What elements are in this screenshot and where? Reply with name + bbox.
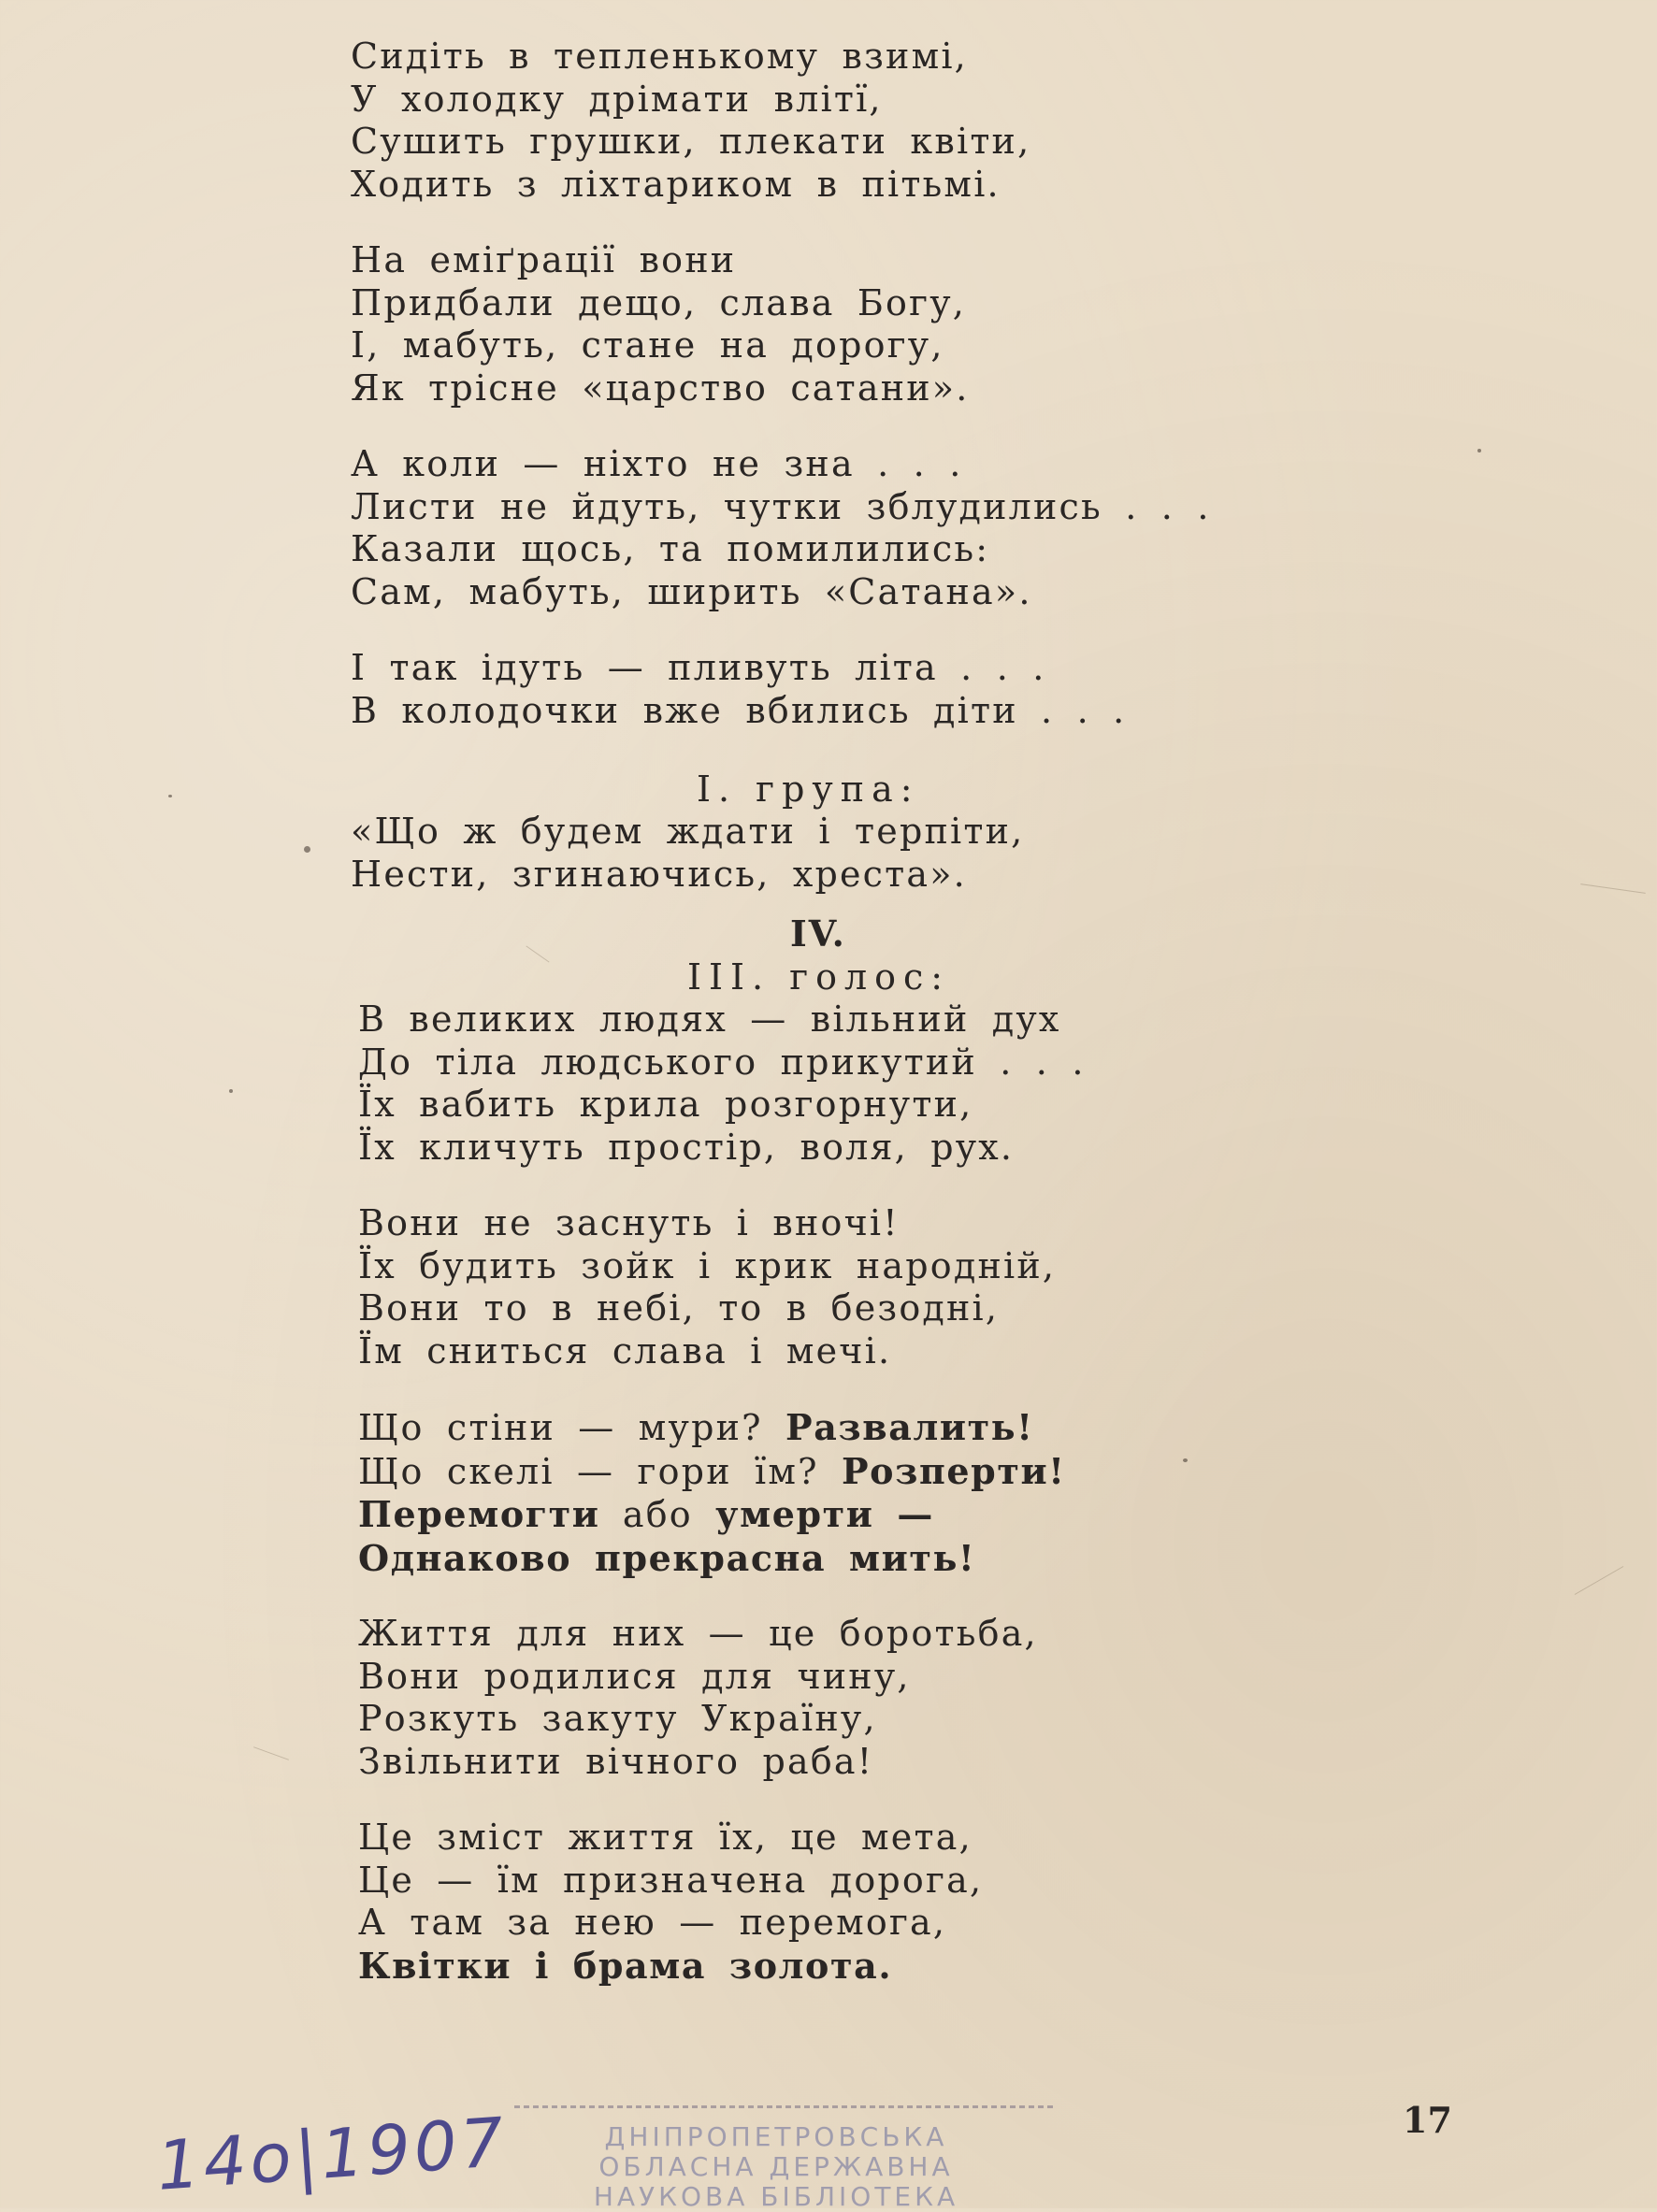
- line-text: Що стіни — мури?: [358, 1407, 786, 1448]
- poem-line: Квітки і брама золота.: [358, 1944, 893, 1987]
- poem-line: [358, 1493, 1286, 1537]
- handwritten-inventory-number: 14о|1907: [154, 2102, 511, 2205]
- poem-line: Вони не заснуть і вночі!: [358, 1202, 900, 1243]
- poem-line: Їх кличуть простір, воля, рух.: [358, 1126, 1015, 1168]
- poem-line: Ходить з ліхтариком в пітьмі.: [351, 163, 1001, 205]
- poem-line: Листи не йдуть, чутки зблудились . . .: [351, 485, 1211, 527]
- paper-fiber: [1580, 883, 1645, 894]
- page-number: 17: [1403, 2099, 1452, 2141]
- paper-fiber: [253, 1746, 289, 1760]
- poem-line: Вони то в небі, то в безодні,: [358, 1287, 1000, 1329]
- poem-line: Вони родилися для чину,: [358, 1655, 911, 1697]
- stanza-4: [351, 647, 1286, 732]
- poem-line: [358, 1406, 1286, 1450]
- emphasis-text: Развалить!: [785, 1406, 1034, 1448]
- poem-line: Їм сниться слава і мечі.: [358, 1329, 892, 1372]
- poem-line: Придбали дещо, слава Богу,: [351, 281, 967, 323]
- stanza-9: [358, 1817, 1286, 1987]
- paper-speck: [168, 795, 172, 797]
- poem-line: В великих людях — вільний дух: [358, 998, 1061, 1040]
- group-stanza: [351, 811, 1286, 896]
- emphasis-text: Розперти!: [841, 1449, 1066, 1492]
- paper-speck: [229, 1089, 233, 1093]
- stanza-6: [358, 1202, 1286, 1372]
- poem-line: І, мабуть, стане на дорогу,: [351, 324, 944, 366]
- poem-line: Розкуть закуту Україну,: [358, 1698, 877, 1739]
- poem-line: Сушить грушки, плекати квіти,: [351, 121, 1031, 162]
- poem-line: [358, 1450, 1286, 1494]
- poem-line: В колодочки вже вбились діти . . .: [351, 689, 1127, 731]
- stanza-1: [351, 36, 1286, 206]
- stanza-8: [358, 1613, 1286, 1783]
- poem-line: А там за нею — перемога,: [358, 1902, 947, 1943]
- emphasis-text: Перемогти: [358, 1493, 600, 1535]
- poem-text: [351, 36, 1286, 2029]
- emphasis-text: умерти —: [715, 1493, 935, 1535]
- poem-line: Їх будить зойк і крик народній,: [358, 1244, 1057, 1286]
- stanza-5: [358, 998, 1286, 1169]
- stanza-7: [358, 1406, 1286, 1579]
- poem-line: До тіла людського прикутий . . .: [358, 1041, 1086, 1083]
- poem-line: «Що ж будем ждати і терпіти,: [351, 811, 1025, 852]
- poem-line: На еміґрації вони: [351, 239, 737, 280]
- paper-speck: [1183, 1458, 1188, 1462]
- poem-line: Це — їм призначена дорога,: [358, 1859, 984, 1901]
- poem-line: Казали щось, та помилились:: [351, 528, 990, 569]
- stamp-rule-line: [514, 2105, 1057, 2108]
- stamp-line: ОБЛАСНА ДЕРЖАВНА: [598, 2151, 954, 2182]
- stanza-2: [351, 239, 1286, 409]
- speaker-label-voice: III. голос:: [687, 956, 951, 998]
- line-text: Що скелі — гори їм?: [358, 1450, 842, 1492]
- stamp-line: ДНІПРОПЕТРОВСЬКА: [604, 2121, 948, 2152]
- stamp-line: НАУКОВА БІБЛІОТЕКА: [593, 2181, 959, 2212]
- stanza-3: [351, 443, 1286, 613]
- poem-line: Їх вабить крила розгорнути,: [358, 1084, 973, 1125]
- poem-line: А коли — ніхто не зна . . .: [351, 443, 963, 484]
- line-text: або: [599, 1494, 716, 1535]
- poem-line: Нести, згинаючись, хреста».: [351, 853, 967, 895]
- poem-line: Життя для них — це боротьба,: [358, 1613, 1038, 1654]
- library-stamp: [561, 2122, 991, 2212]
- paper-speck: [1477, 449, 1481, 452]
- poem-line: Сидіть в тепленькому взимі,: [351, 36, 968, 77]
- poem-line: Однаково прекрасна мить!: [358, 1536, 976, 1579]
- paper-fiber: [1575, 1566, 1623, 1595]
- poem-line: Це зміст життя їх, це мета,: [358, 1817, 973, 1858]
- poem-line: Сам, мабуть, ширить «Сатана».: [351, 570, 1032, 612]
- paper-speck: [304, 846, 310, 853]
- speaker-label-group: І. група:: [697, 768, 920, 810]
- poem-line: Як трісне «царство сатани».: [351, 366, 970, 409]
- poem-line: У холодку дрімати влітї,: [351, 78, 883, 120]
- poem-line: І так ідуть — пливуть літа . . .: [351, 647, 1046, 688]
- poem-line: Звільнити вічного раба!: [358, 1740, 874, 1782]
- section-heading: IV.: [790, 912, 846, 955]
